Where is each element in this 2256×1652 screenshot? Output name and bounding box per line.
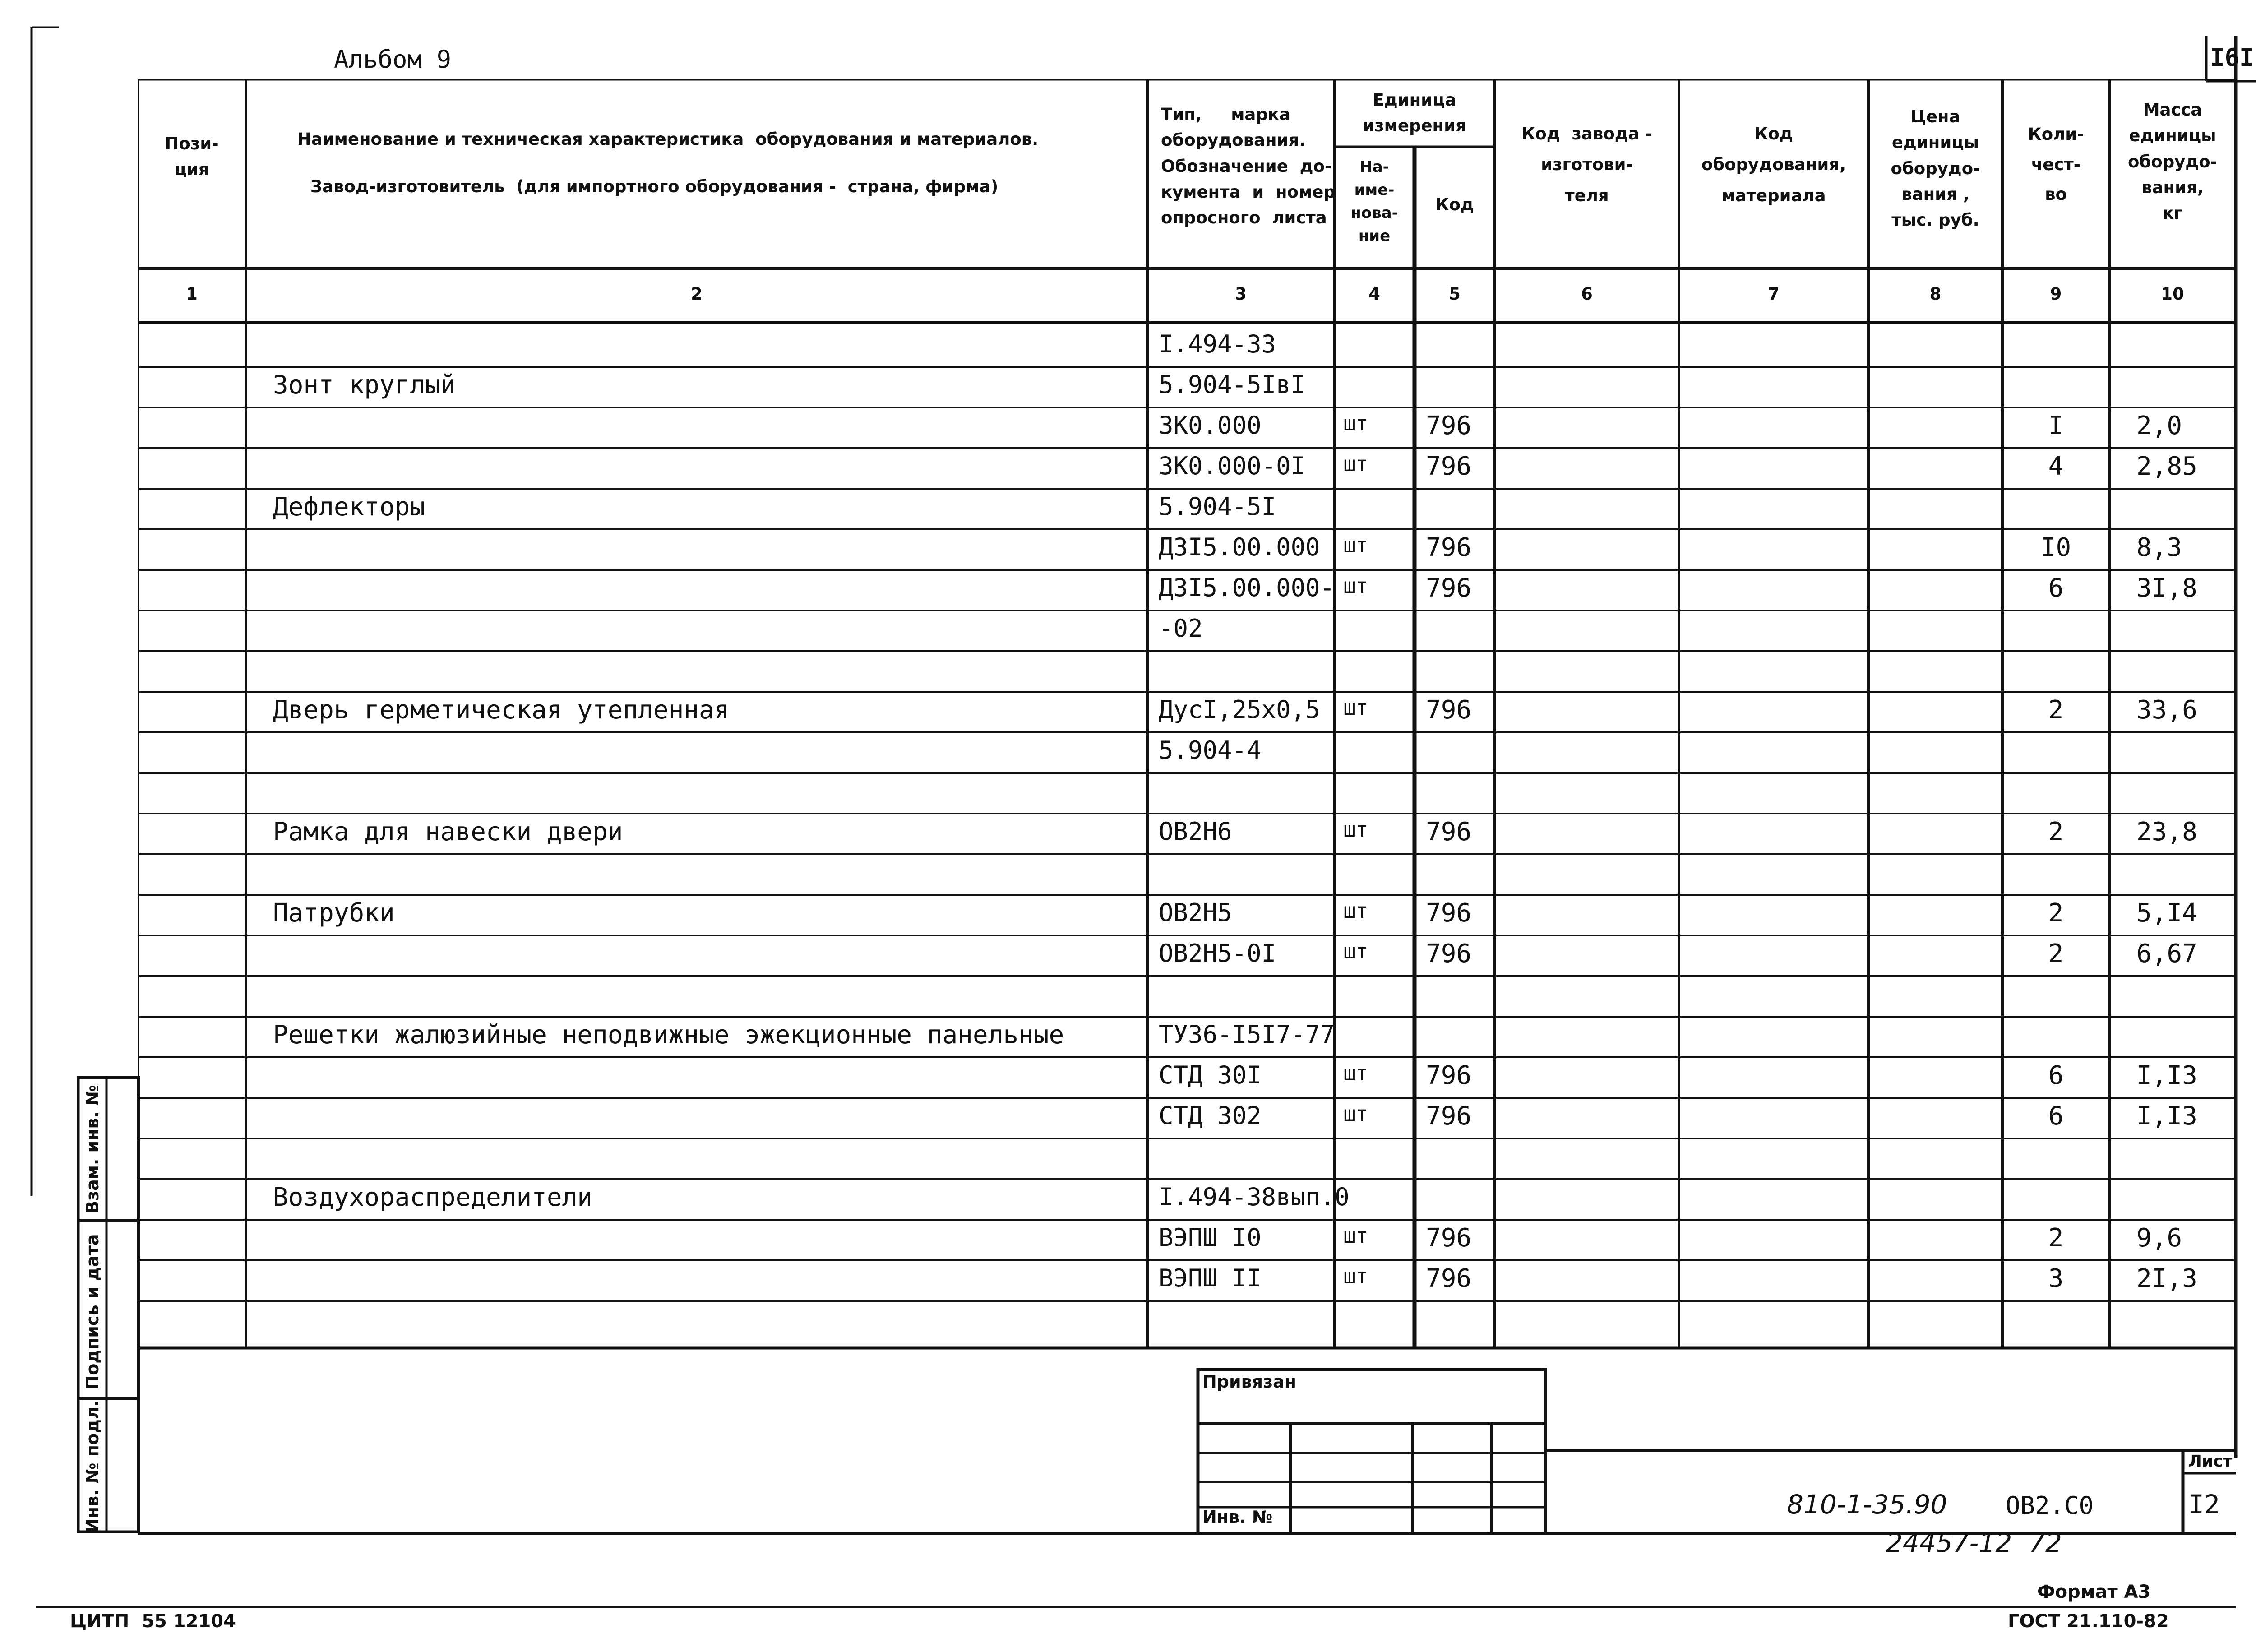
cell-mass: 3I,8	[2136, 574, 2197, 603]
header-name: Наименование и техническая характеристика оборудования и материалов.	[297, 130, 1039, 149]
cell-type: ЗК0.000-0I	[1159, 452, 1306, 480]
corner-mark: I6I	[2210, 43, 2254, 72]
column-number: 9	[2050, 284, 2062, 304]
cell-code: 796	[1426, 817, 1472, 847]
citp-label: ЦИТП 55 12104	[70, 1611, 236, 1632]
cell-qty: 4	[2048, 452, 2064, 481]
cell-type: ОВ2Н5	[1159, 898, 1232, 927]
cell-unit: шт	[1343, 1223, 1368, 1248]
cell-name: Решетки жалюзийные неподвижные эжекционные панельные	[273, 1020, 1064, 1050]
cell-mass: I,I3	[2136, 1061, 2197, 1090]
cell-mass: 2,85	[2136, 452, 2197, 481]
cell-mass: 23,8	[2136, 817, 2197, 847]
album-title: Альбом 9	[334, 45, 452, 74]
cell-qty: 6	[2048, 574, 2064, 603]
cell-code: 796	[1426, 533, 1472, 562]
cell-type: ЗК0.000	[1159, 411, 1262, 440]
column-number: 10	[2161, 284, 2184, 304]
cell-code: 796	[1426, 1264, 1472, 1293]
document-code: 810-1-35.90	[1787, 1489, 1947, 1520]
cell-type: СТД 302	[1159, 1101, 1262, 1130]
cell-qty: 6	[2048, 1061, 2064, 1090]
cell-name: Патрубки	[273, 898, 395, 928]
cell-name: Зонт круглый	[273, 370, 456, 400]
column-number: 4	[1368, 284, 1380, 304]
cell-mass: 5,I4	[2136, 898, 2197, 928]
cell-type: ДЗI5.00.000	[1159, 533, 1320, 561]
cell-unit: шт	[1343, 1264, 1368, 1288]
cell-code: 796	[1426, 574, 1472, 603]
cell-code: 796	[1426, 695, 1472, 725]
cell-type: 5.904-4	[1159, 736, 1262, 764]
cell-qty: 2	[2048, 817, 2064, 847]
cell-code: 796	[1426, 1061, 1472, 1090]
side-inv-podl: Инв. № подл.	[83, 1400, 102, 1533]
cell-qty: I0	[2040, 533, 2071, 562]
cell-code: 796	[1426, 898, 1472, 928]
column-number: 3	[1235, 284, 1247, 304]
privyazan-label: Привязан	[1202, 1372, 1297, 1392]
cell-type: 5.904-5I	[1159, 492, 1276, 521]
header-position: Пози- ция	[165, 134, 219, 180]
cell-mass: 2I,3	[2136, 1264, 2197, 1293]
gost-label: ГОСТ 21.110-82	[2008, 1611, 2169, 1632]
cell-mass: 8,3	[2136, 533, 2182, 562]
cell-qty: 2	[2048, 1223, 2064, 1253]
column-number: 5	[1449, 284, 1461, 304]
handwritten-number: 24457-12 72	[1886, 1527, 2062, 1558]
cell-unit: шт	[1343, 574, 1368, 598]
header-price: Цена единицы оборудо- вания , тыс. руб.	[1891, 107, 1980, 230]
side-podpis: Подпись и дата	[83, 1234, 102, 1390]
cell-unit: шт	[1343, 898, 1368, 923]
cell-name: Рамка для навески двери	[273, 817, 623, 847]
cell-type: 5.904-5IвI	[1159, 370, 1306, 399]
cell-type: -02	[1159, 614, 1203, 643]
cell-type: I.494-33	[1159, 330, 1276, 358]
sheet-label: Лист	[2188, 1452, 2233, 1471]
header-type: Тип, марка оборудования. Обозначение до- кумента и номер опросного листа	[1161, 105, 1336, 228]
cell-unit: шт	[1343, 1101, 1368, 1126]
cell-unit: шт	[1343, 533, 1368, 557]
side-inv-vzam: Взам. инв. №	[83, 1085, 102, 1214]
cell-code: 796	[1426, 1223, 1472, 1253]
cell-name: Дверь герметическая утепленная	[273, 695, 730, 725]
cell-unit: шт	[1343, 695, 1368, 720]
cell-qty: 2	[2048, 898, 2064, 928]
column-number: 7	[1768, 284, 1780, 304]
cell-type: ОВ2Н6	[1159, 817, 1232, 846]
sheet-number: I2	[2188, 1489, 2220, 1520]
cell-name: Воздухораспределители	[273, 1183, 593, 1212]
format-label: Формат А3	[2037, 1582, 2151, 1602]
header-unit-code: Код	[1435, 195, 1474, 214]
header-mass: Масса единицы оборудо- вания, кг	[2128, 100, 2217, 223]
cell-type: ДЗI5.00.000-	[1159, 574, 1335, 602]
column-number: 8	[1929, 284, 1942, 304]
cell-code: 796	[1426, 411, 1472, 440]
cell-type: ВЭПШ II	[1159, 1264, 1262, 1292]
cell-type: ВЭПШ I0	[1159, 1223, 1262, 1252]
document-mark: ОВ2.С0	[2006, 1491, 2094, 1520]
cell-mass: 9,6	[2136, 1223, 2182, 1253]
cell-qty: 2	[2048, 695, 2064, 725]
column-number: 1	[186, 284, 198, 304]
cell-unit: шт	[1343, 452, 1368, 476]
cell-mass: 2,0	[2136, 411, 2182, 440]
header-maker: Завод-изготовитель (для импортного оборудования - страна, фирма)	[310, 177, 999, 196]
cell-type: СТД 30I	[1159, 1061, 1262, 1089]
cell-qty: I	[2048, 411, 2064, 440]
cell-unit: шт	[1343, 817, 1368, 842]
cell-mass: 33,6	[2136, 695, 2197, 725]
cell-name: Дефлекторы	[273, 492, 425, 522]
header-plant-code: Код завода - изготови- теля	[1521, 124, 1652, 205]
cell-unit: шт	[1343, 939, 1368, 963]
header-equipment-code: Код оборудования, материала	[1701, 124, 1846, 205]
cell-type: ДусI,25х0,5	[1159, 695, 1320, 724]
cell-qty: 6	[2048, 1101, 2064, 1131]
cell-code: 796	[1426, 939, 1472, 968]
cell-qty: 3	[2048, 1264, 2064, 1293]
column-number: 6	[1581, 284, 1593, 304]
cell-mass: 6,67	[2136, 939, 2197, 968]
cell-unit: шт	[1343, 411, 1368, 435]
cell-type: ОВ2Н5-0I	[1159, 939, 1276, 967]
header-unit-name: На- име- нова- ние	[1350, 158, 1398, 245]
column-number: 2	[691, 284, 703, 304]
cell-code: 796	[1426, 1101, 1472, 1131]
inv-no-label: Инв. №	[1202, 1507, 1273, 1527]
header-unit-group: Единица измерения	[1363, 90, 1466, 136]
cell-mass: I,I3	[2136, 1101, 2197, 1131]
cell-type: I.494-38вып.0	[1159, 1183, 1350, 1211]
cell-qty: 2	[2048, 939, 2064, 968]
cell-type: ТУ36-I5I7-77	[1159, 1020, 1335, 1049]
header-quantity: Коли- чест- во	[2028, 125, 2084, 204]
cell-code: 796	[1426, 452, 1472, 481]
cell-unit: шт	[1343, 1061, 1368, 1085]
